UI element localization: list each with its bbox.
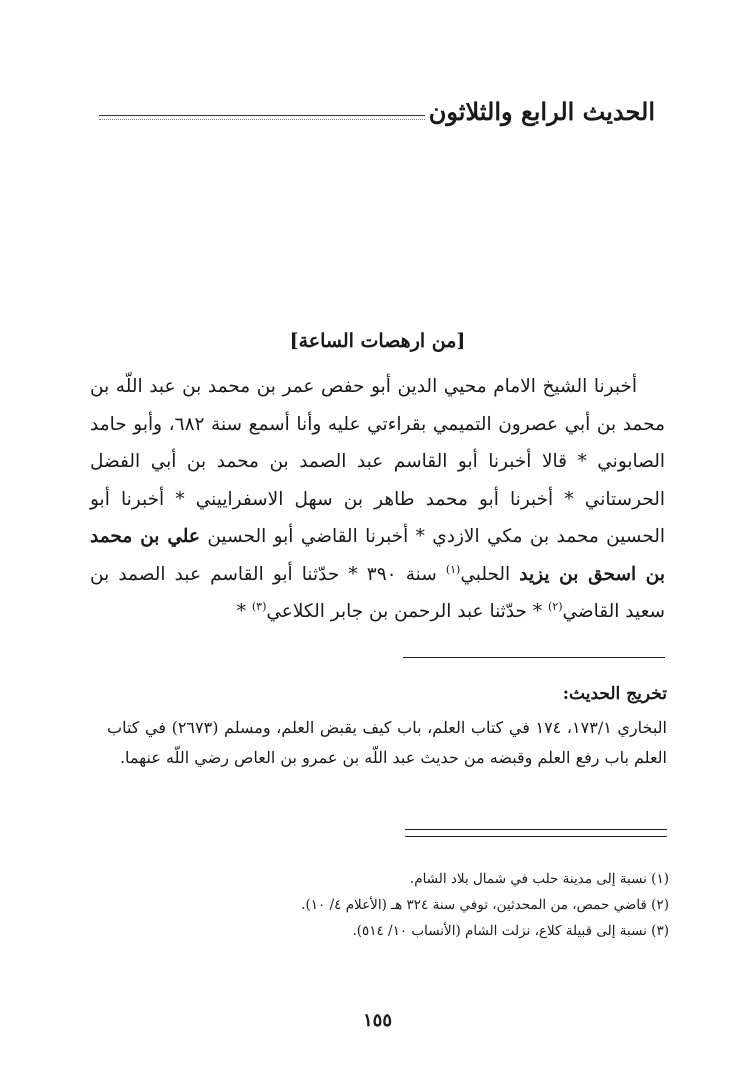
takhrij-paragraph: البخاري ١٧٣/١، ١٧٤ في كتاب العلم، باب كيف يقبض العلم، ومسلم (٢٦٧٣) في كتاب العلم باب رفع العلم وقبضه من حديث عبد اللّه بن عمرو بن العاص رضي اللّه عنهما. <box>107 718 668 767</box>
hadith-chain-text <box>90 368 665 631</box>
isnad-bold-name: علي بن محمد بن اسحق بن يزيد <box>90 526 666 585</box>
takhrij-heading: تخريج الحديث: <box>562 684 667 704</box>
footnote-1: (١) نسبة إلى مدينة حلب في شمال بلاد الشام. <box>409 871 669 887</box>
section-heading: [من ارهصات الساعة] <box>289 330 466 352</box>
isnad-part-1: أخبرنا الشيخ الامام محيي الدين أبو حفص عمر بن محمد بن عبد اللّه بن محمد بن أبي عصرون التميمي بقراءتي عليه وأنا أسمع سنة ٦٨٢، وأبو حامد الصابوني * قالا أخبرنا أبو القاسم عبد الصمد بن محمد بن أبي الفضل الحرستاني * أخبرنا أبو محمد طاهر بن سهل الاسفراييني * أخبرنا أبو الحسين محمد بن مكي الازدي * أخبرنا القاضي أبو الحسين <box>90 376 666 547</box>
isnad-part-3: سنة ٣٩٠ * حدّثنا أبو القاسم عبد الصمد بن سعيد القاضي <box>90 563 665 622</box>
page-number: ١٥٥ <box>362 1010 392 1031</box>
footnote-separator-bottom <box>405 836 667 837</box>
footnotes <box>109 866 669 944</box>
isnad-part-4: * حدّثنا عبد الرحمن بن جابر الكلاعي <box>266 601 548 622</box>
footnote-marker-3[interactable]: (٣) <box>251 599 267 613</box>
footnote-marker-1[interactable]: (١) <box>445 562 461 576</box>
footnote-separator-top <box>405 829 667 830</box>
isnad-part-2: الحلبي <box>460 563 520 585</box>
separator-line <box>403 657 665 658</box>
footnote-marker-2[interactable]: (٢) <box>547 599 563 613</box>
takhrij-text <box>107 713 667 773</box>
hadith-title: الحديث الرابع والثلاثون <box>428 97 655 126</box>
isnad-part-5: * <box>236 601 252 622</box>
isnad-paragraph <box>90 368 665 631</box>
footnote-3: (٣) نسبة إلى قبيلة كلاع، نزلت الشام (الأنساب ١٠/ ٥١٤). <box>352 923 669 939</box>
footnote-2: (٢) قاضي حمص، من المحدثين، توفي سنة ٣٢٤ هـ (الأعلام ٤/ ١٠). <box>301 897 669 913</box>
header-rule <box>99 115 425 120</box>
page-header <box>99 88 655 128</box>
